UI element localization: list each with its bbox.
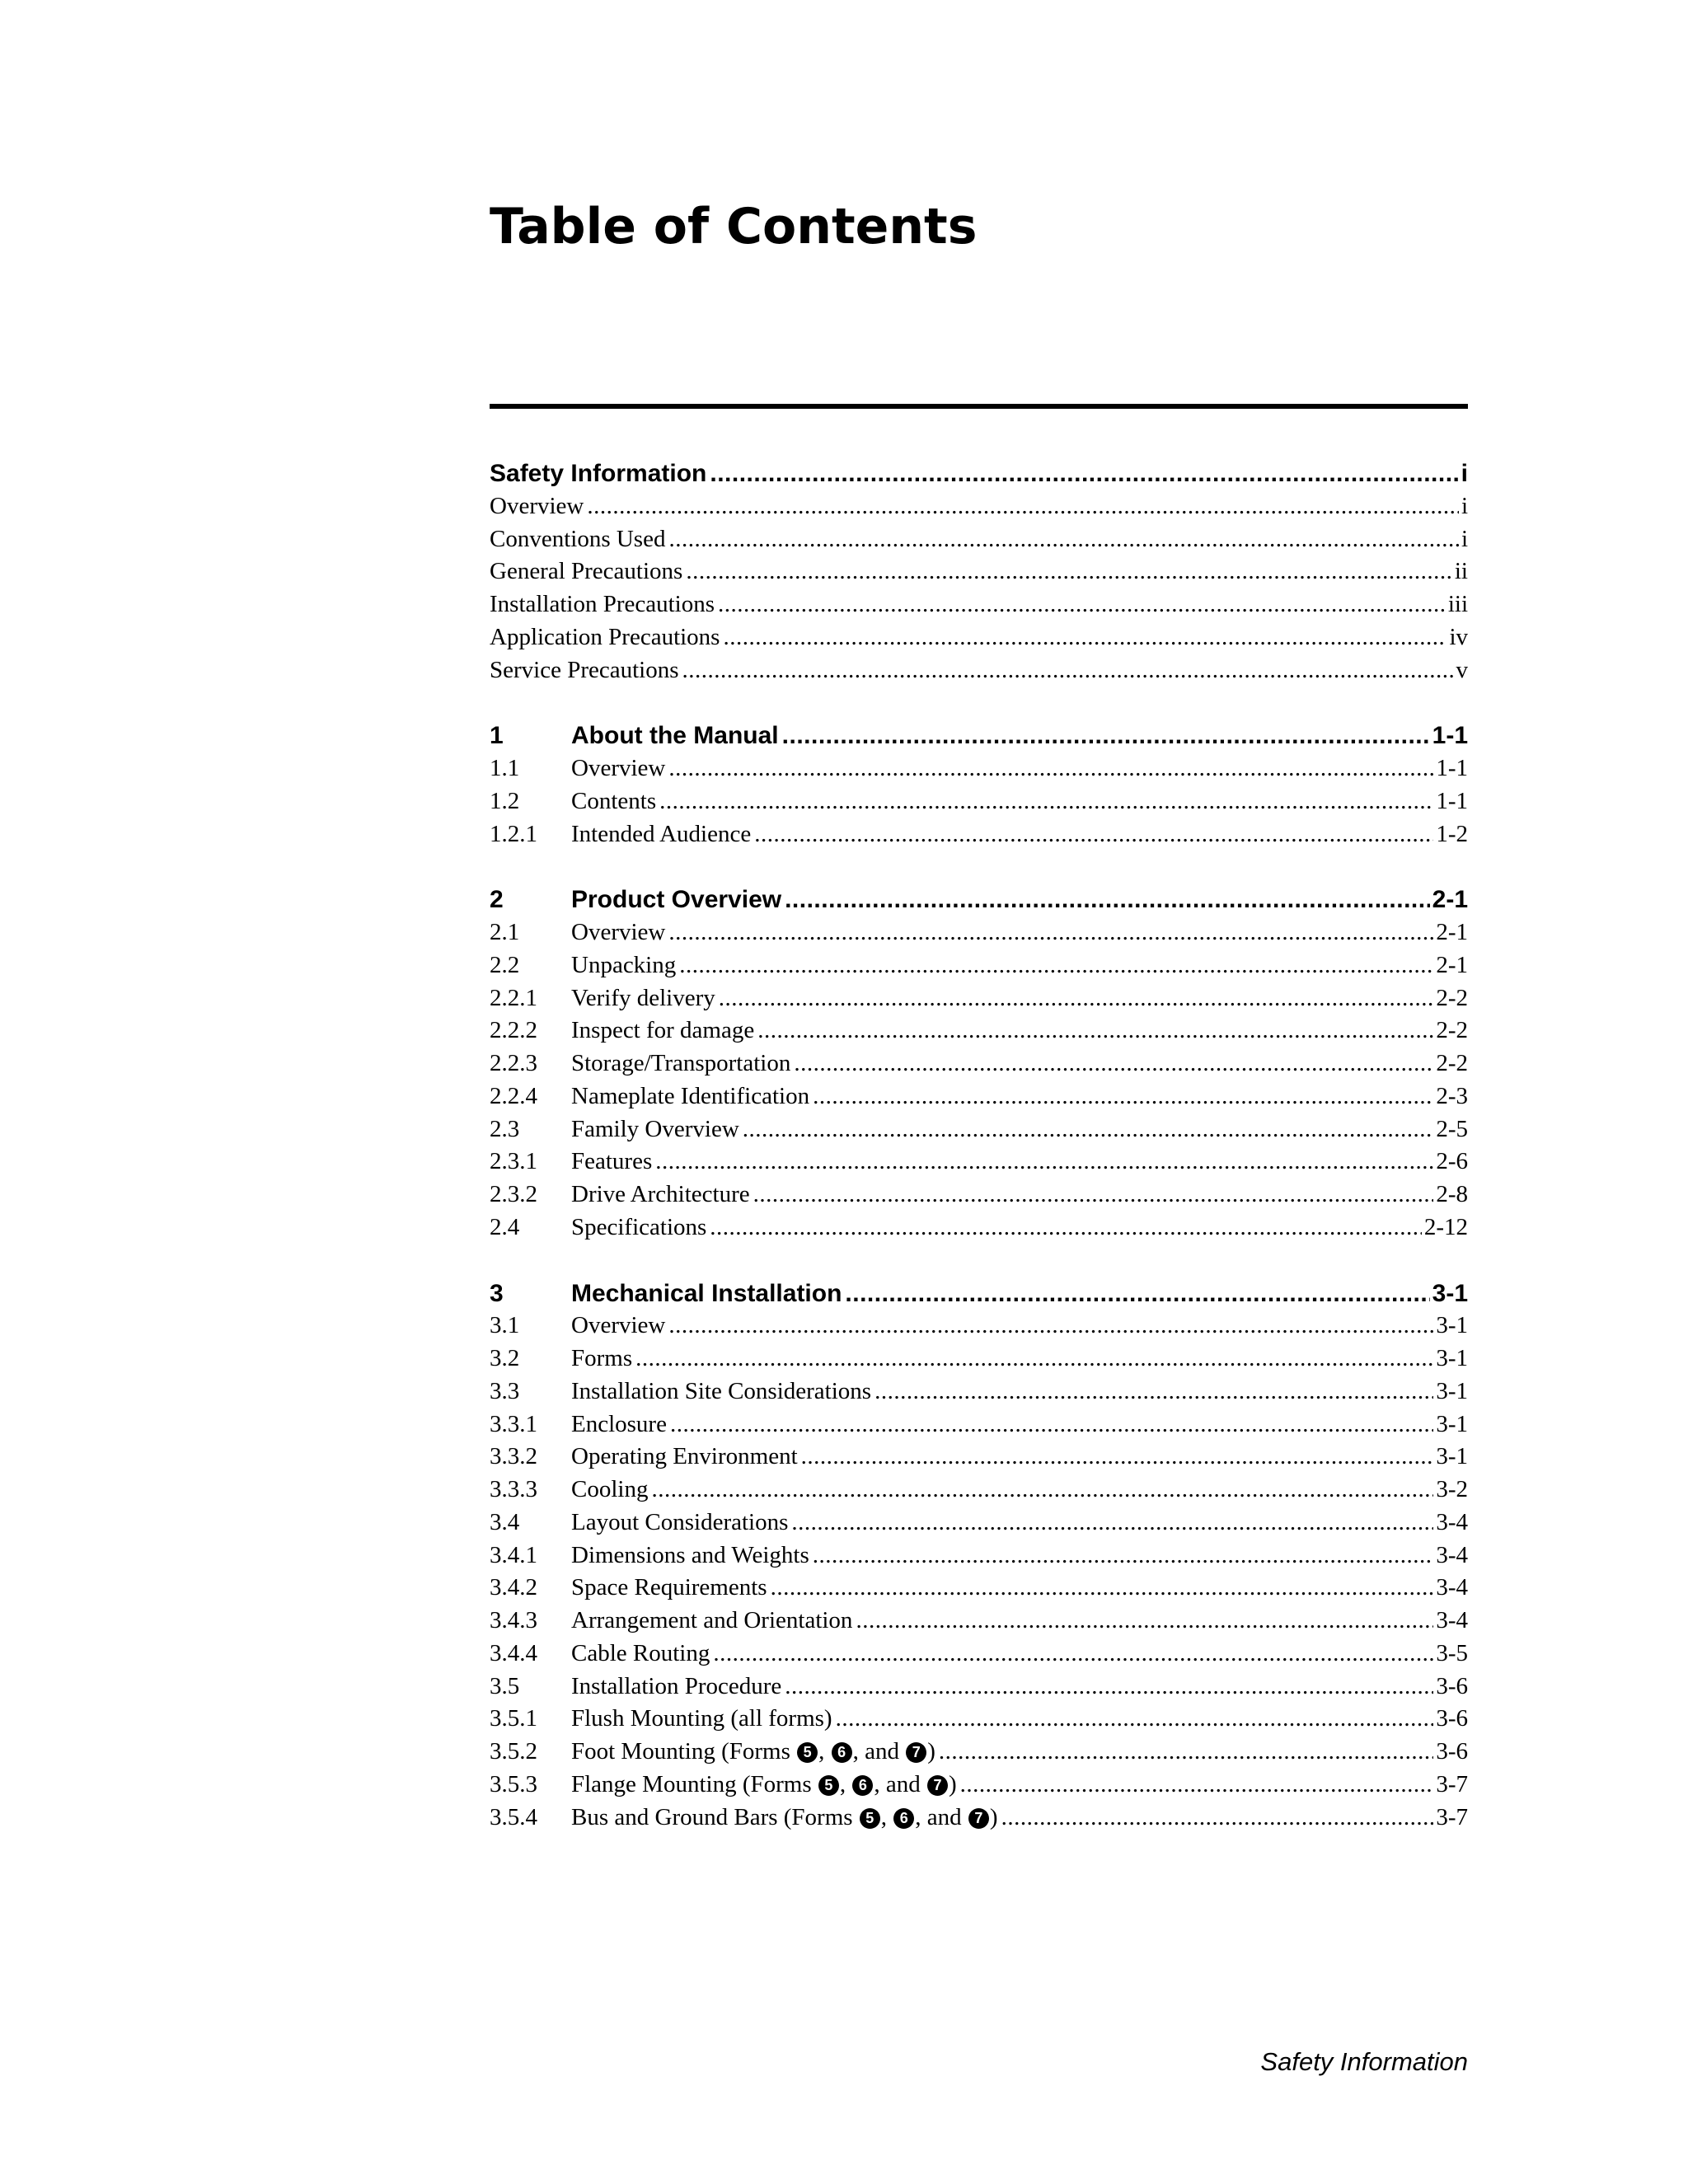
toc-entry-number: 3.4.2 bbox=[490, 1574, 537, 1601]
leader-dots bbox=[670, 1411, 1433, 1438]
toc-entry-number: 1.1 bbox=[490, 755, 520, 781]
toc-page-number: 3-1 bbox=[1436, 1410, 1468, 1437]
toc-entry-number: 3.4 bbox=[490, 1508, 520, 1535]
toc-page-number: 3-6 bbox=[1436, 1705, 1468, 1732]
leader-dots bbox=[785, 886, 1430, 914]
toc-entry-number: 2.3.2 bbox=[490, 1181, 537, 1207]
leader-dots bbox=[801, 1443, 1434, 1470]
toc-section-safety-information bbox=[490, 460, 1468, 689]
leader-dots bbox=[939, 1738, 1433, 1765]
leader-dots bbox=[668, 526, 1458, 553]
toc-entry-label: Operating Environment bbox=[571, 1443, 798, 1470]
toc-entry[interactable] bbox=[490, 624, 1468, 657]
leader-dots bbox=[845, 1280, 1429, 1308]
toc-entry-label: Layout Considerations bbox=[571, 1508, 789, 1535]
leader-dots bbox=[754, 821, 1433, 848]
leader-dots bbox=[743, 1116, 1434, 1143]
toc-entry[interactable] bbox=[490, 657, 1468, 690]
toc-entry[interactable] bbox=[490, 558, 1468, 591]
toc-section-3 bbox=[490, 1280, 1468, 1837]
toc-entry-label: Flush Mounting (all forms) bbox=[571, 1705, 832, 1732]
toc-page-number: iv bbox=[1449, 623, 1468, 650]
label-separator: , and bbox=[852, 1738, 906, 1765]
leader-dots bbox=[723, 624, 1447, 651]
toc-entry[interactable] bbox=[490, 1673, 1468, 1706]
toc-page-number: 3-7 bbox=[1436, 1770, 1468, 1797]
leader-dots bbox=[679, 952, 1433, 979]
toc-entry-label: Installation Procedure bbox=[571, 1672, 782, 1699]
toc-entry-label: Forms bbox=[571, 1345, 633, 1371]
toc-entry-number: 2.3 bbox=[490, 1115, 520, 1142]
toc-heading-label: Safety Information bbox=[490, 460, 707, 487]
leader-dots bbox=[718, 591, 1446, 618]
toc-entry[interactable] bbox=[490, 1476, 1468, 1509]
toc-section-number: 2 bbox=[490, 886, 504, 914]
toc-page-number: 3-6 bbox=[1436, 1738, 1468, 1765]
toc-entry-label: Drive Architecture bbox=[571, 1181, 750, 1207]
toc-entry[interactable] bbox=[490, 788, 1468, 821]
table-of-contents bbox=[490, 460, 1468, 1869]
toc-entry[interactable] bbox=[490, 1345, 1468, 1378]
toc-entry-label: Space Requirements bbox=[571, 1574, 767, 1601]
toc-entry-number: 2.2.3 bbox=[490, 1050, 537, 1076]
toc-entry[interactable] bbox=[490, 821, 1468, 854]
toc-entry[interactable] bbox=[490, 1705, 1468, 1738]
toc-entry-label: Service Precautions bbox=[490, 656, 679, 683]
leader-dots bbox=[668, 919, 1433, 946]
toc-entry[interactable] bbox=[490, 1083, 1468, 1116]
toc-entry-label: Dimensions and Weights bbox=[571, 1541, 809, 1568]
label-text: ) bbox=[989, 1803, 998, 1830]
leader-dots bbox=[668, 1312, 1433, 1339]
toc-entry-label: Enclosure bbox=[571, 1410, 667, 1437]
title-divider bbox=[490, 404, 1468, 409]
leader-dots bbox=[785, 1673, 1433, 1700]
toc-page-number: 3-6 bbox=[1436, 1672, 1468, 1699]
toc-entry-label: Installation Precautions bbox=[490, 591, 715, 617]
toc-entry-number: 3.2 bbox=[490, 1345, 520, 1371]
toc-entry-number: 1.2.1 bbox=[490, 820, 537, 847]
form-number-badge: 7 bbox=[968, 1808, 989, 1829]
toc-entry[interactable] bbox=[490, 1050, 1468, 1083]
toc-page-number: 3-4 bbox=[1436, 1508, 1468, 1535]
toc-entry-label: Unpacking bbox=[571, 951, 677, 978]
leader-dots bbox=[668, 755, 1433, 782]
toc-entry[interactable] bbox=[490, 1542, 1468, 1575]
toc-page-number: 3-4 bbox=[1436, 1574, 1468, 1601]
toc-section-number: 1 bbox=[490, 722, 504, 750]
toc-page-number: 2-2 bbox=[1436, 1050, 1468, 1076]
toc-page-number: 3-1 bbox=[1436, 1312, 1468, 1339]
toc-heading[interactable] bbox=[490, 886, 1468, 919]
leader-dots bbox=[713, 1640, 1433, 1667]
toc-section-2 bbox=[490, 886, 1468, 1246]
toc-page-number: 2-1 bbox=[1436, 951, 1468, 978]
toc-entry-number: 3.3.2 bbox=[490, 1443, 537, 1470]
toc-entry[interactable] bbox=[490, 1640, 1468, 1673]
leader-dots bbox=[771, 1574, 1434, 1601]
toc-entry-label: Overview bbox=[571, 755, 666, 781]
toc-heading[interactable] bbox=[490, 1280, 1468, 1313]
toc-page-number: 1-2 bbox=[1436, 820, 1468, 847]
toc-entry[interactable] bbox=[490, 493, 1468, 526]
label-text: Bus and Ground Bars (Forms bbox=[571, 1803, 859, 1830]
toc-entry[interactable] bbox=[490, 1378, 1468, 1411]
toc-entry-number: 2.4 bbox=[490, 1213, 520, 1240]
toc-entry-number: 2.2.2 bbox=[490, 1017, 537, 1044]
toc-entry-label bbox=[571, 1738, 935, 1765]
leader-dots bbox=[682, 657, 1454, 684]
toc-page-number: 3-1 bbox=[1436, 1377, 1468, 1404]
label-separator: , and bbox=[874, 1770, 926, 1797]
toc-page-number: i bbox=[1461, 460, 1468, 487]
toc-section-number: 3 bbox=[490, 1279, 504, 1307]
leader-dots bbox=[782, 722, 1430, 750]
toc-page-number: 3-2 bbox=[1436, 1476, 1468, 1502]
toc-entry-label: Family Overview bbox=[571, 1115, 739, 1142]
form-number-badge: 6 bbox=[832, 1742, 852, 1763]
toc-entry[interactable] bbox=[490, 1771, 1468, 1804]
toc-heading-label: Product Overview bbox=[571, 886, 782, 914]
toc-page-number: v bbox=[1456, 656, 1468, 683]
toc-entry[interactable] bbox=[490, 919, 1468, 952]
toc-entry-number: 3.5.3 bbox=[490, 1770, 537, 1797]
toc-page-number: 3-1 bbox=[1432, 1279, 1468, 1307]
leader-dots bbox=[836, 1705, 1434, 1732]
label-separator: , bbox=[880, 1803, 893, 1830]
toc-entry-number: 2.2 bbox=[490, 951, 520, 978]
toc-page-number: 3-4 bbox=[1436, 1607, 1468, 1633]
toc-entry[interactable] bbox=[490, 1181, 1468, 1214]
leader-dots bbox=[655, 1148, 1433, 1175]
toc-entry[interactable] bbox=[490, 755, 1468, 788]
toc-page-number: 2-2 bbox=[1436, 984, 1468, 1011]
leader-dots bbox=[659, 788, 1433, 815]
toc-page-number: 2-12 bbox=[1423, 1213, 1468, 1240]
leader-dots bbox=[587, 493, 1459, 520]
toc-page-number: 1-1 bbox=[1436, 787, 1468, 814]
toc-entry[interactable] bbox=[490, 985, 1468, 1018]
toc-entry-number: 2.2.4 bbox=[490, 1082, 537, 1109]
toc-page-number: 2-1 bbox=[1436, 919, 1468, 945]
toc-entry-label: Arrangement and Orientation bbox=[571, 1607, 853, 1633]
toc-heading-label: Mechanical Installation bbox=[571, 1279, 842, 1307]
toc-entry-number: 1.2 bbox=[490, 787, 520, 814]
leader-dots bbox=[960, 1771, 1434, 1798]
toc-entry-label bbox=[571, 1771, 957, 1798]
toc-page-number: 3-1 bbox=[1436, 1443, 1468, 1470]
label-separator: , bbox=[818, 1738, 831, 1765]
toc-entry-number: 3.5.2 bbox=[490, 1738, 537, 1765]
toc-entry-number: 2.2.1 bbox=[490, 984, 537, 1011]
toc-entry-number: 3.5 bbox=[490, 1672, 520, 1699]
toc-page-number: 2-2 bbox=[1436, 1017, 1468, 1044]
leader-dots bbox=[651, 1476, 1433, 1503]
toc-entry[interactable] bbox=[490, 1116, 1468, 1149]
toc-page-number: 2-3 bbox=[1436, 1082, 1468, 1109]
leader-dots bbox=[710, 1214, 1422, 1241]
toc-entry[interactable] bbox=[490, 1312, 1468, 1345]
label-text: ) bbox=[949, 1770, 957, 1797]
toc-entry[interactable] bbox=[490, 1607, 1468, 1640]
toc-heading[interactable] bbox=[490, 460, 1468, 493]
toc-entry[interactable] bbox=[490, 1509, 1468, 1542]
toc-entry-label: Inspect for damage bbox=[571, 1017, 755, 1044]
toc-entry-label: Specifications bbox=[571, 1213, 707, 1240]
toc-page-number: 3-7 bbox=[1436, 1803, 1468, 1830]
form-number-badge: 6 bbox=[893, 1808, 914, 1829]
toc-entry-label: Cooling bbox=[571, 1476, 649, 1502]
toc-entry-number: 3.5.4 bbox=[490, 1803, 537, 1830]
toc-entry-label: Cable Routing bbox=[571, 1639, 710, 1666]
toc-entry-number: 3.3.1 bbox=[490, 1410, 537, 1437]
footer-section-name: Safety Information bbox=[1260, 2047, 1468, 2076]
toc-section-1 bbox=[490, 722, 1468, 853]
leader-dots bbox=[757, 1017, 1433, 1044]
toc-entry-label: Intended Audience bbox=[571, 820, 752, 847]
leader-dots bbox=[753, 1181, 1434, 1208]
toc-entry-label: Nameplate Identification bbox=[571, 1082, 810, 1109]
form-number-badge: 7 bbox=[927, 1775, 948, 1796]
toc-entry-number: 3.4.3 bbox=[490, 1607, 537, 1633]
label-separator: , and bbox=[915, 1803, 968, 1830]
toc-heading-label: About the Manual bbox=[571, 722, 779, 750]
toc-page-number: 2-8 bbox=[1436, 1181, 1468, 1207]
toc-page-number: i bbox=[1461, 525, 1468, 552]
toc-page-number: iii bbox=[1447, 591, 1468, 617]
leader-dots bbox=[856, 1607, 1433, 1634]
toc-entry-label: Overview bbox=[571, 919, 666, 945]
leader-dots bbox=[719, 985, 1434, 1012]
toc-page-number: 1-1 bbox=[1436, 755, 1468, 781]
form-number-badge: 5 bbox=[818, 1775, 839, 1796]
toc-entry[interactable] bbox=[490, 1017, 1468, 1050]
toc-entry-label: Installation Site Considerations bbox=[571, 1377, 872, 1404]
toc-page-number: 3-5 bbox=[1436, 1639, 1468, 1666]
toc-entry[interactable] bbox=[490, 1574, 1468, 1607]
toc-entry[interactable] bbox=[490, 591, 1468, 624]
toc-entry[interactable] bbox=[490, 952, 1468, 985]
toc-page-number: i bbox=[1461, 492, 1468, 519]
toc-page-number: ii bbox=[1454, 558, 1468, 585]
toc-entry-label: Overview bbox=[571, 1312, 666, 1339]
toc-entry-label: Overview bbox=[490, 492, 584, 519]
leader-dots bbox=[813, 1542, 1434, 1569]
form-number-badge: 5 bbox=[797, 1742, 818, 1763]
toc-entry-number: 3.4.4 bbox=[490, 1639, 537, 1666]
toc-entry[interactable] bbox=[490, 1214, 1468, 1247]
toc-entry-number: 2.1 bbox=[490, 919, 520, 945]
leader-dots bbox=[791, 1509, 1433, 1536]
leader-dots bbox=[686, 558, 1452, 585]
leader-dots bbox=[635, 1345, 1433, 1372]
label-text: Flange Mounting (Forms bbox=[571, 1770, 818, 1797]
toc-entry-label: Verify delivery bbox=[571, 984, 715, 1011]
form-number-badge: 6 bbox=[852, 1775, 873, 1796]
toc-entry[interactable] bbox=[490, 1443, 1468, 1476]
leader-dots bbox=[874, 1378, 1433, 1405]
label-separator: , bbox=[839, 1770, 852, 1797]
toc-entry-label: Conventions Used bbox=[490, 525, 666, 552]
form-number-badge: 7 bbox=[906, 1742, 926, 1763]
toc-entry-number: 3.1 bbox=[490, 1312, 520, 1339]
toc-entry-number: 3.4.1 bbox=[490, 1541, 537, 1568]
leader-dots bbox=[813, 1083, 1433, 1110]
toc-page-number: 1-1 bbox=[1432, 722, 1468, 750]
toc-entry[interactable] bbox=[490, 1148, 1468, 1181]
label-text: Foot Mounting (Forms bbox=[571, 1738, 797, 1765]
toc-page-number: 3-1 bbox=[1436, 1345, 1468, 1371]
toc-entry-label: Features bbox=[571, 1148, 653, 1175]
toc-heading[interactable] bbox=[490, 722, 1468, 755]
form-number-badge: 5 bbox=[860, 1808, 880, 1829]
leader-dots bbox=[710, 460, 1458, 488]
leader-dots bbox=[794, 1050, 1433, 1077]
toc-entry[interactable] bbox=[490, 526, 1468, 559]
toc-page-number: 2-6 bbox=[1436, 1148, 1468, 1175]
toc-page-number: 3-4 bbox=[1436, 1541, 1468, 1568]
toc-page-number: 2-5 bbox=[1436, 1115, 1468, 1142]
toc-entry[interactable] bbox=[490, 1738, 1468, 1771]
toc-entry-label bbox=[571, 1804, 998, 1831]
toc-entry-number: 3.3 bbox=[490, 1377, 520, 1404]
toc-entry-number: 3.5.1 bbox=[490, 1705, 537, 1732]
toc-entry-number: 3.3.3 bbox=[490, 1476, 537, 1502]
toc-entry-label: General Precautions bbox=[490, 558, 683, 585]
toc-entry[interactable] bbox=[490, 1804, 1468, 1837]
label-text: ) bbox=[927, 1738, 935, 1765]
toc-entry-label: Contents bbox=[571, 787, 657, 814]
toc-page-number: 2-1 bbox=[1432, 886, 1468, 914]
toc-entry[interactable] bbox=[490, 1411, 1468, 1444]
toc-entry-label: Storage/Transportation bbox=[571, 1050, 791, 1076]
page-title: Table of Contents bbox=[490, 198, 978, 255]
leader-dots bbox=[1001, 1804, 1434, 1831]
toc-entry-number: 2.3.1 bbox=[490, 1148, 537, 1175]
toc-entry-label: Application Precautions bbox=[490, 623, 720, 650]
